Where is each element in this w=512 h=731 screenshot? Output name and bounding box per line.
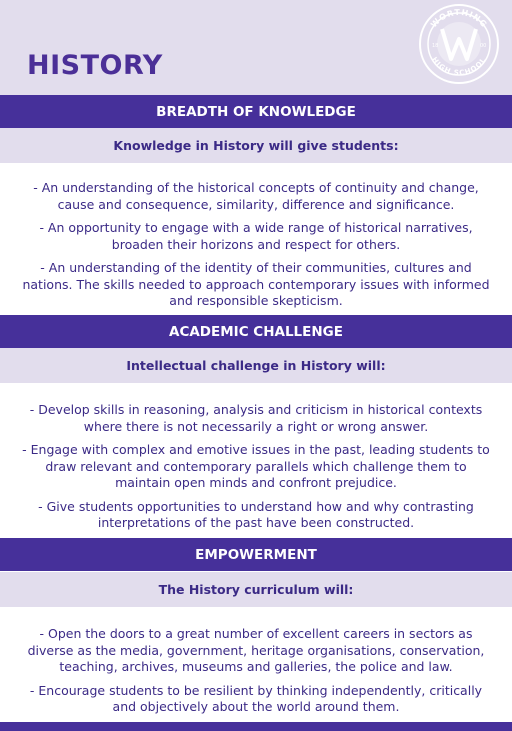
- page-header: [0, 0, 512, 95]
- footer-bar: [0, 722, 512, 731]
- section-body-challenge: [20, 402, 492, 539]
- bullet-item: - Encourage students to be resilient by thinking independently, critically and objectively about the world around them.: [29, 682, 483, 714]
- logo-top-text: WORTHING: [429, 7, 489, 30]
- bullet-item: - Open the doors to a great number of excellent careers in sectors as diverse as the media, government, heritage organisations, conservation, teaching, archives, museums and galleries, the police and law.: [27, 626, 485, 674]
- section-body-empowerment: [20, 626, 492, 723]
- section-heading-challenge: ACADEMIC CHALLENGE: [0, 315, 512, 348]
- section-body-breadth: [20, 180, 492, 317]
- section-heading-breadth: BREADTH OF KNOWLEDGE: [0, 95, 512, 128]
- logo-bottom-text: HIGH SCHOOL: [430, 55, 488, 78]
- page-title: HISTORY: [27, 50, 163, 81]
- section-subheading-breadth: Knowledge in History will give students:: [0, 128, 512, 163]
- bullet-item: - Give students opportunities to understand how and why contrasting interpretations of the past have been constructed.: [38, 498, 474, 530]
- section-subheading-challenge: Intellectual challenge in History will:: [0, 348, 512, 383]
- bullet-item: - Engage with complex and emotive issues in the past, leading students to draw relevant and contemporary parallels which challenge them to maintain open minds and confront prejudice.: [22, 442, 490, 490]
- bullet-item: - An opportunity to engage with a wide range of historical narratives, broaden their horizons and respect for others.: [39, 220, 473, 252]
- bullet-item: - Develop skills in reasoning, analysis and criticism in historical contexts where there is not necessarily a right or wrong answer.: [29, 402, 483, 434]
- logo-right-year: 00: [480, 43, 487, 49]
- section-heading-empowerment: EMPOWERMENT: [0, 538, 512, 571]
- bullet-item: - An understanding of the identity of their communities, cultures and nations. The skills needed to approach contemporary issues with informed and responsible skepticism.: [22, 260, 490, 308]
- bullet-item: - An understanding of the historical concepts of continuity and change, cause and consequence, similarity, difference and significance.: [33, 180, 479, 212]
- school-crest-logo: [418, 3, 500, 85]
- logo-left-year: 18: [432, 43, 439, 49]
- section-subheading-empowerment: The History curriculum will:: [0, 572, 512, 607]
